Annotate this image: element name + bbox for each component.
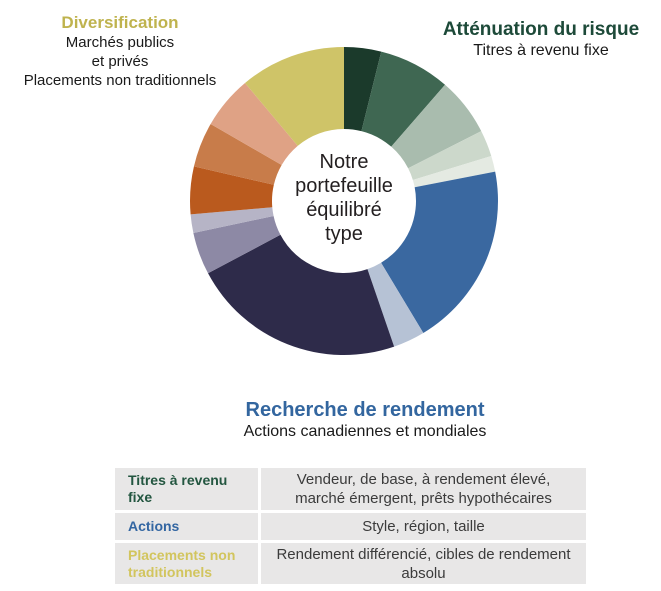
return-seeking-annotation: [180, 399, 550, 442]
table-row-value: Vendeur, de base, à rendement élevé, marché émergent, prêts hypothécaires: [261, 468, 586, 510]
table-row-value: Rendement différencié, cibles de rendement absolu: [261, 543, 586, 584]
table-row-label: Actions: [115, 513, 258, 540]
table-row-value: Style, région, taille: [261, 513, 586, 540]
diversification-line: Marchés publics: [65, 34, 175, 51]
table-row-label: Placements non traditionnels: [115, 543, 258, 584]
diversification-title: Diversification: [61, 13, 179, 32]
risk-mitigation-title: Atténuation du risque: [442, 19, 640, 40]
return-seeking-title: Recherche de rendement: [245, 399, 485, 421]
donut-center-label: [264, 150, 424, 246]
risk-mitigation-subtitle: Titres à revenu fixe: [473, 42, 609, 59]
asset-class-table: [115, 468, 586, 584]
return-seeking-subtitle: Actions canadiennes et mondiales: [243, 423, 487, 440]
diversification-line: Placements non traditionnels: [23, 72, 217, 89]
diversification-line: et privés: [91, 53, 149, 70]
center-label-line: Notre: [319, 151, 369, 173]
center-label-line: équilibré: [306, 199, 382, 221]
center-label-line: type: [325, 223, 363, 245]
table-row-label: Titres à revenu fixe: [115, 468, 258, 510]
center-label-line: portefeuille: [295, 175, 393, 197]
